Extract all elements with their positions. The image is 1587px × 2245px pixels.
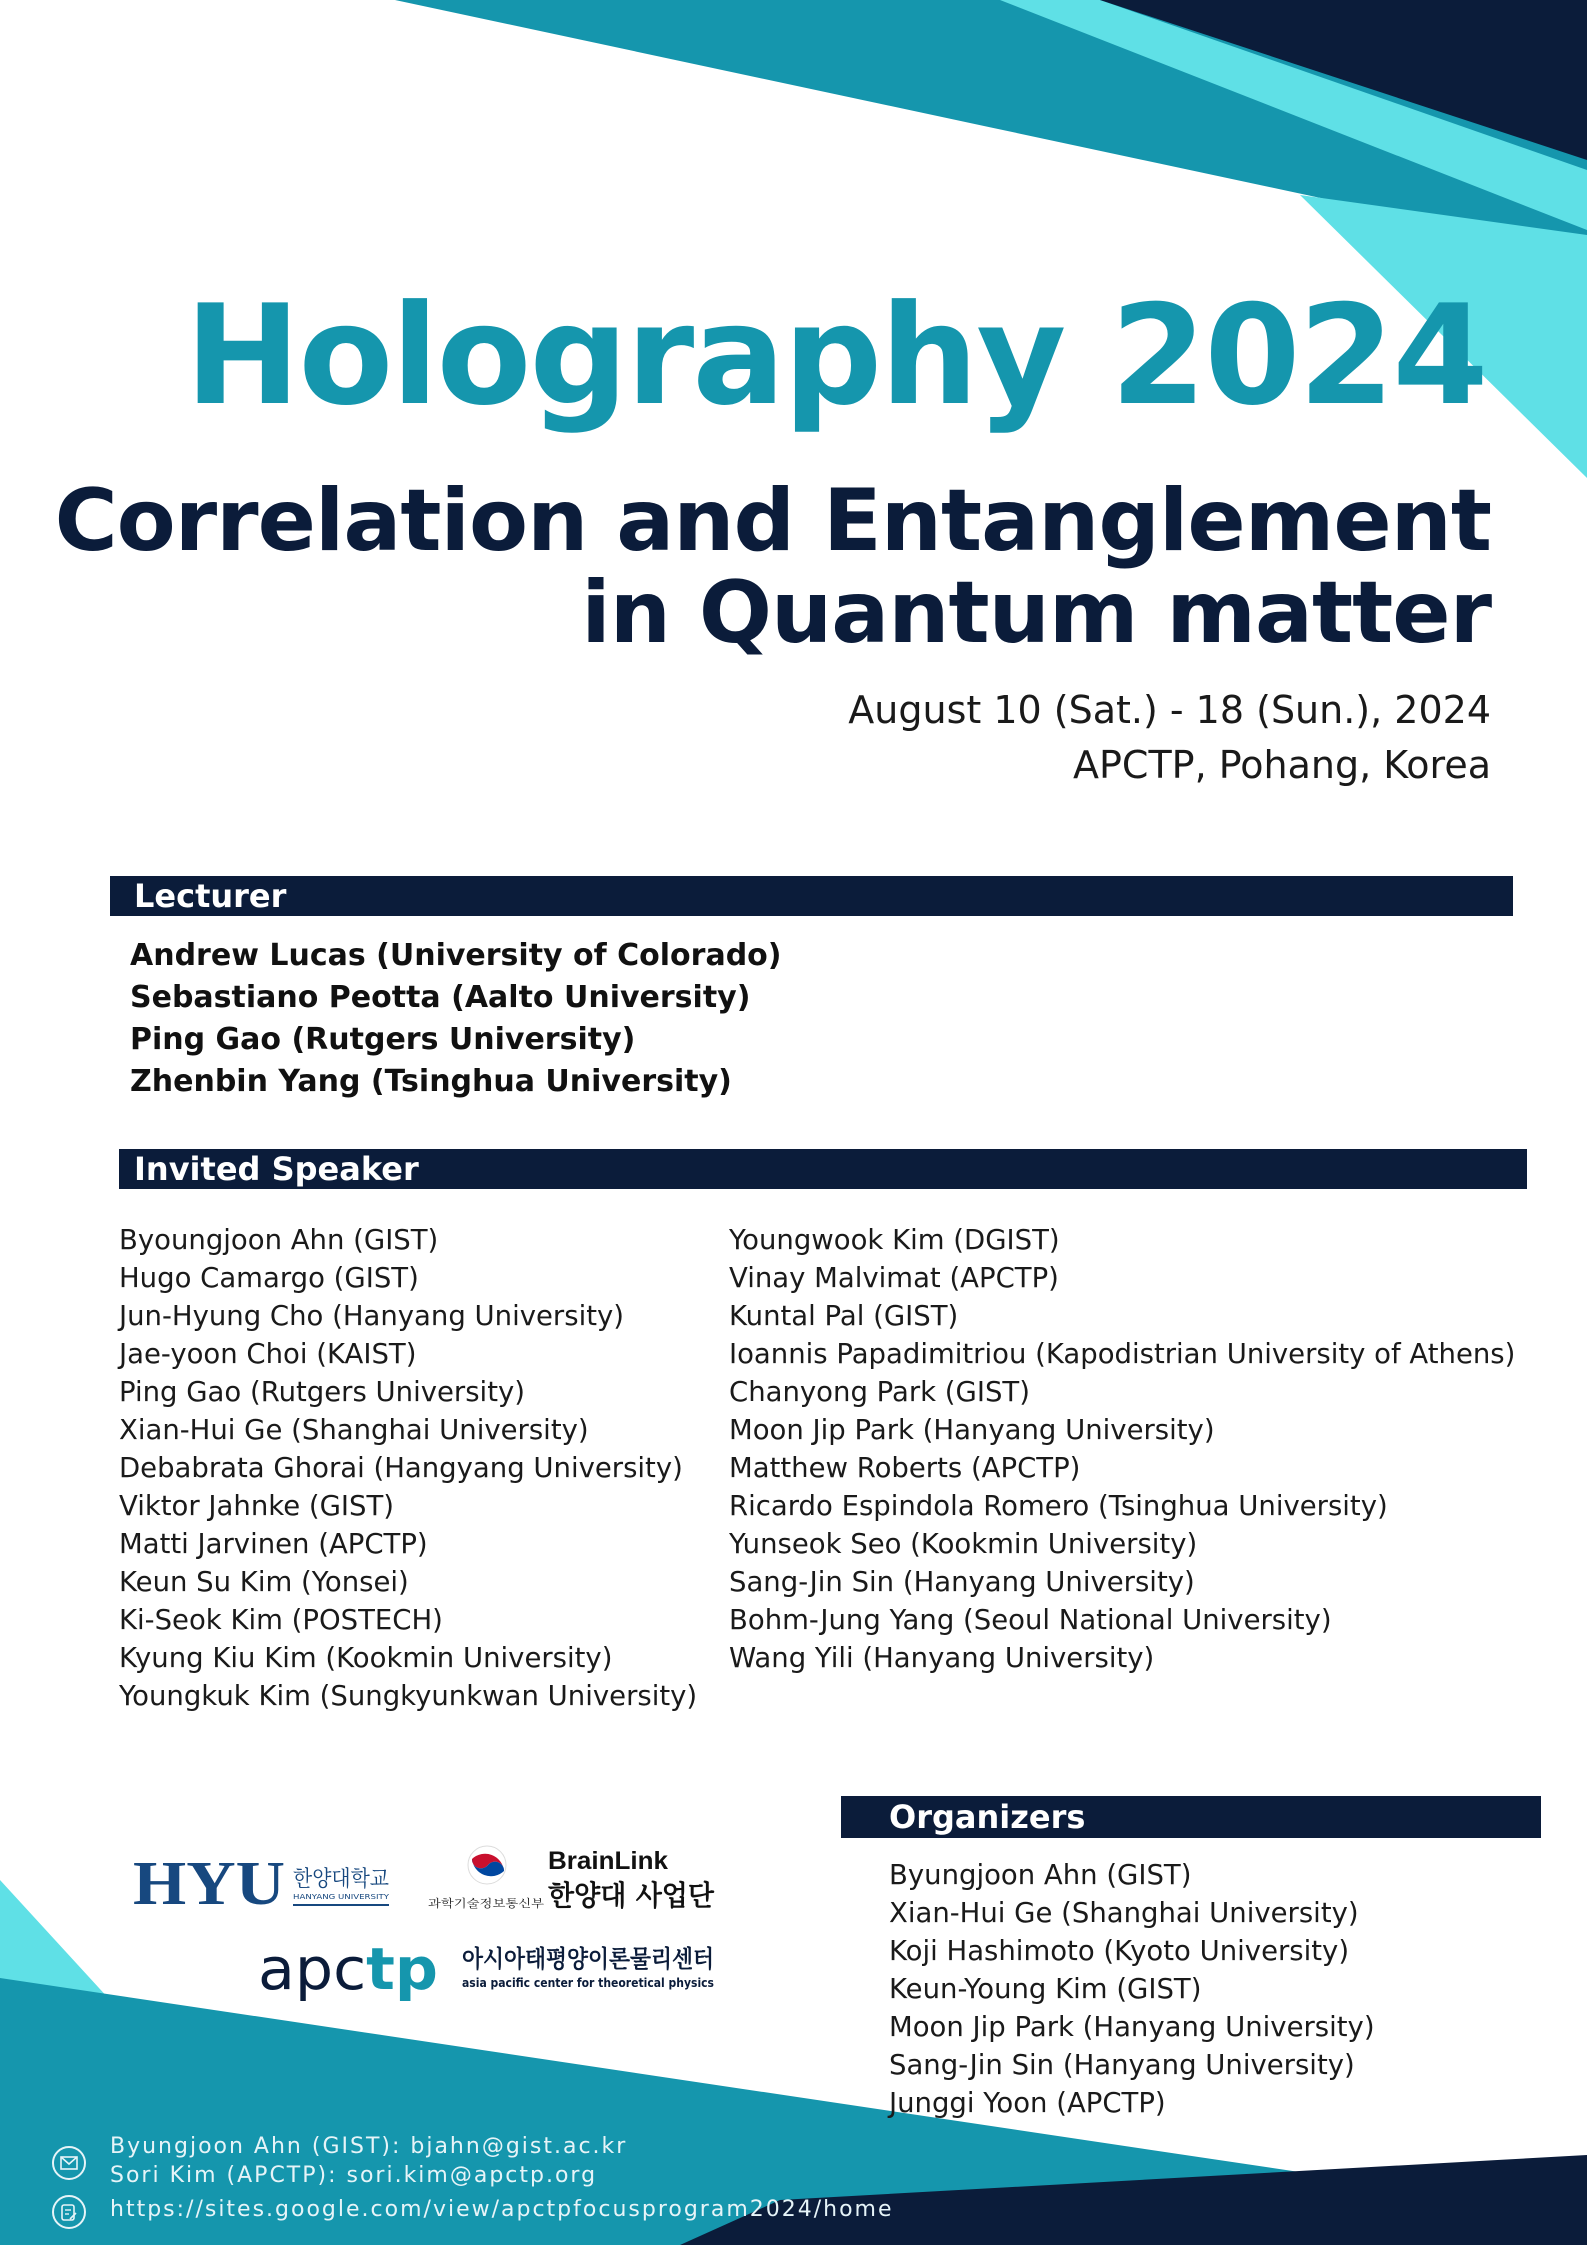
event-subtitle	[54, 471, 1491, 663]
event-date-location	[848, 683, 1491, 793]
apctp-logo-mark: apc	[258, 1935, 363, 2003]
hyu-logo-mark: HYU	[133, 1852, 285, 1912]
speaker-name: Vinay Malvimat (APCTP)	[729, 1262, 1059, 1294]
speaker-name: Jun-Hyung Cho (Hanyang University)	[119, 1300, 624, 1332]
lecturer-name: Ping Gao (Rutgers University)	[130, 1022, 636, 1057]
apctp-logo-english: asia pacific center for theoretical physics	[462, 1976, 714, 1990]
speaker-list-left	[119, 1221, 697, 1715]
speaker-name: Chanyong Park (GIST)	[729, 1376, 1030, 1408]
invited-speaker-heading: Invited Speaker	[119, 1149, 1527, 1189]
organizer-name: Sang-Jin Sin (Hanyang University)	[889, 2049, 1355, 2081]
speaker-list-right	[729, 1221, 1515, 1677]
organizer-name: Xian-Hui Ge (Shanghai University)	[889, 1897, 1359, 1929]
speaker-name: Kuntal Pal (GIST)	[729, 1300, 959, 1332]
speaker-name: Kyung Kiu Kim (Kookmin University)	[119, 1642, 613, 1674]
hyu-logo-korean: 한양대학교	[293, 1867, 389, 1892]
event-dates: August 10 (Sat.) - 18 (Sun.), 2024	[848, 688, 1491, 732]
subtitle-line-1: Correlation and Entanglement	[54, 471, 1491, 571]
apctp-logo-korean: 아시아태평양이론물리센터	[462, 1945, 714, 1973]
speaker-name: Matti Jarvinen (APCTP)	[119, 1528, 428, 1560]
speaker-name: Yunseok Seo (Kookmin University)	[729, 1528, 1198, 1560]
speaker-name: Hugo Camargo (GIST)	[119, 1262, 419, 1294]
speaker-name: Wang Yili (Hanyang University)	[729, 1642, 1155, 1674]
speaker-name: Ricardo Espindola Romero (Tsinghua University)	[729, 1490, 1388, 1522]
envelope-icon	[52, 2146, 86, 2180]
brainlink-logo	[428, 1843, 718, 1915]
speaker-name: Moon Jip Park (Hanyang University)	[729, 1414, 1215, 1446]
speaker-name: Ping Gao (Rutgers University)	[119, 1376, 525, 1408]
speaker-name: Ki-Seok Kim (POSTECH)	[119, 1604, 443, 1636]
speaker-name: Viktor Jahnke (GIST)	[119, 1490, 394, 1522]
taegeuk-emblem-icon	[468, 1846, 506, 1884]
organizers-heading: Organizers	[841, 1796, 1541, 1838]
event-title: Holography 2024	[185, 275, 1487, 436]
link-icon	[52, 2195, 86, 2229]
lecturer-name: Andrew Lucas (University of Colorado)	[130, 938, 782, 973]
contact-email-1: Byungjoon Ahn (GIST): bjahn@gist.ac.kr	[110, 2134, 628, 2159]
speaker-name: Matthew Roberts (APCTP)	[729, 1452, 1081, 1484]
apctp-logo-mark-accent: tp	[366, 1935, 436, 2003]
speaker-name: Debabrata Ghorai (Hangyang University)	[119, 1452, 683, 1484]
organizer-name: Koji Hashimoto (Kyoto University)	[889, 1935, 1350, 1967]
organizer-name: Keun-Young Kim (GIST)	[889, 1973, 1202, 2005]
lecturer-heading: Lecturer	[110, 876, 1513, 916]
speaker-name: Byoungjoon Ahn (GIST)	[119, 1224, 439, 1256]
subtitle-line-2: in Quantum matter	[581, 563, 1491, 663]
organizer-name: Byungjoon Ahn (GIST)	[889, 1859, 1192, 1891]
speaker-name: Youngwook Kim (DGIST)	[729, 1224, 1060, 1256]
speaker-name: Jae-yoon Choi (KAIST)	[119, 1338, 417, 1370]
speaker-name: Sang-Jin Sin (Hanyang University)	[729, 1566, 1195, 1598]
brainlink-ministry: 과학기술정보통신부	[428, 1897, 524, 1910]
hyu-logo-english: HANYANG UNIVERSITY	[293, 1893, 390, 1901]
organizer-name: Junggi Yoon (APCTP)	[889, 2087, 1166, 2119]
contact-email-2: Sori Kim (APCTP): sori.kim@apctp.org	[110, 2163, 598, 2188]
speaker-name: Youngkuk Kim (Sungkyunkwan University)	[119, 1680, 698, 1712]
brainlink-name: BrainLink	[548, 1847, 669, 1875]
brainlink-korean: 한양대 사업단	[548, 1879, 715, 1912]
lecturer-name: Zhenbin Yang (Tsinghua University)	[130, 1064, 732, 1099]
lecturer-list	[130, 935, 782, 1103]
speaker-name: Ioannis Papadimitriou (Kapodistrian University of Athens)	[729, 1338, 1516, 1370]
speaker-name: Keun Su Kim (Yonsei)	[119, 1566, 409, 1598]
speaker-name: Xian-Hui Ge (Shanghai University)	[119, 1414, 589, 1446]
contact-website-link[interactable]: https://sites.google.com/view/apctpfocusprogram2024/home	[110, 2197, 894, 2222]
organizer-name: Moon Jip Park (Hanyang University)	[889, 2011, 1375, 2043]
lecturer-name: Sebastiano Peotta (Aalto University)	[130, 980, 751, 1015]
hyu-logo	[133, 1852, 393, 1912]
speaker-name: Bohm-Jung Yang (Seoul National University)	[729, 1604, 1332, 1636]
apctp-logo	[258, 1935, 718, 2005]
organizer-list	[889, 1856, 1375, 2122]
event-location: APCTP, Pohang, Korea	[1073, 743, 1491, 787]
